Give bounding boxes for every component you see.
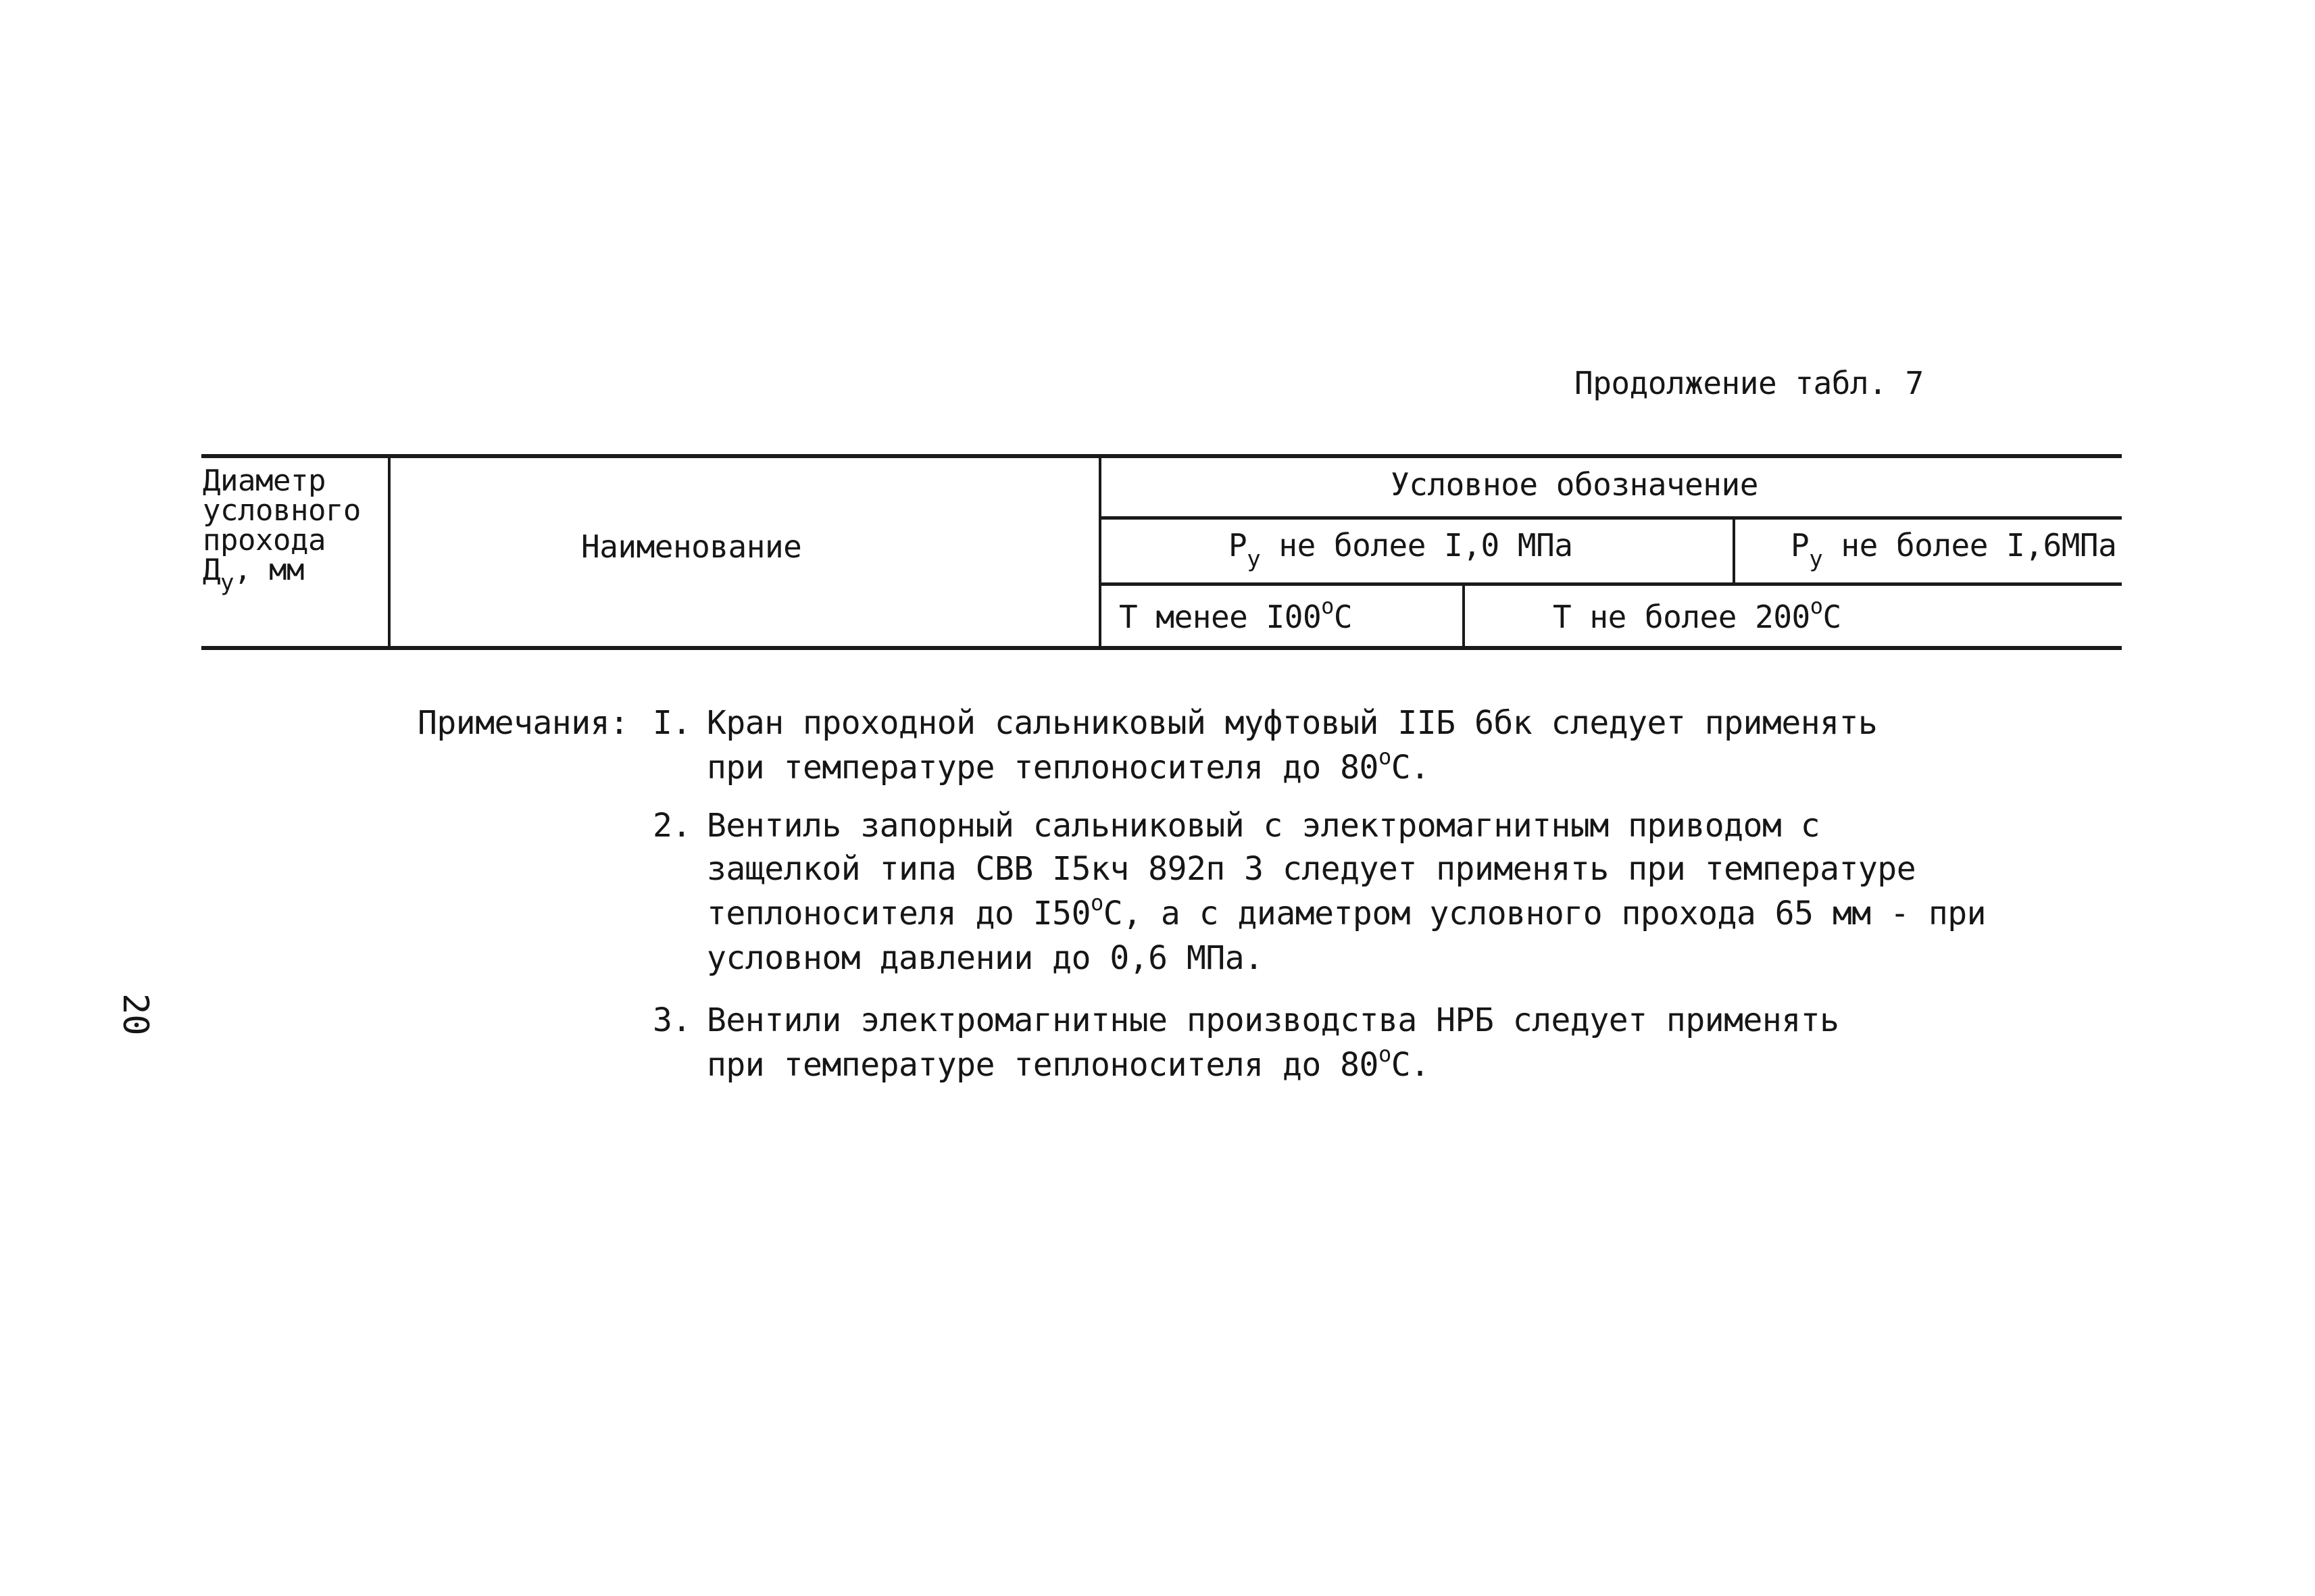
pressure-divider [1733,518,1735,584]
pressure-header-2 [1791,527,2117,573]
note-1-line-2 [707,744,1430,787]
note-3-deg: о [1378,1041,1391,1068]
temp-1-unit: С [1333,599,1353,635]
page-number: 20 [115,993,155,1036]
note-3-number: 3. [653,1001,691,1039]
note-2-line-3 [707,890,1987,932]
designation-header: Условное обозначение [1391,466,1758,503]
note-3-text: при температуре теплоносителя до 80 [707,1046,1378,1084]
table-bottom-rule [201,646,2122,650]
temp-2-deg: о [1810,593,1823,620]
temp-1-text: Т менее I00 [1119,599,1322,635]
temp-2-unit: С [1822,599,1841,635]
note-1-deg: о [1378,744,1391,770]
diameter-divider [388,457,391,647]
name-header: Наименование [581,528,802,565]
pressure-2-sub: у [1809,545,1823,573]
temperature-header-1 [1119,593,1353,635]
note-1-text: при температуре теплоносителя до 80 [707,749,1378,787]
note-2-number: 2. [653,807,691,845]
note-2-deg: о [1090,890,1103,916]
table-caption: Продолжение табл. 7 [1574,365,1924,401]
note-3-line-2 [707,1041,1430,1084]
notes-label: Примечания: [418,704,629,742]
pressure-1-sub: у [1247,545,1261,573]
pressure-1-symbol: P [1228,527,1247,564]
name-divider [1099,457,1101,647]
note-2-line-2: защелкой типа СВВ I5кч 892п 3 следует применять при температуре [707,850,1916,888]
diameter-line-4 [203,553,361,597]
diameter-line-1: Диаметр [203,464,326,498]
pressure-rule [1100,582,2122,586]
note-2-text: теплоносителя до I50 [707,895,1091,932]
diameter-sub: у [220,569,234,597]
temp-2-text: Т не более 200 [1553,599,1810,635]
diameter-symbol: Д [203,553,220,587]
spec-table [201,454,2122,650]
note-1-line-1: Кран проходной сальниковый муфтовый IIБ 6бк следует применять [707,704,1878,742]
diameter-line-2: условного [203,493,361,528]
note-2-line-1: Вентиль запорный сальниковый с электромагнитным приводом с [707,807,1820,845]
diameter-unit: , мм [233,553,304,587]
note-1-unit: С. [1391,749,1430,787]
note-3-line-1: Вентили электромагнитные производства НРБ следует применять [707,1001,1839,1039]
temperature-divider [1462,584,1465,647]
temp-1-deg: о [1321,593,1334,620]
temperature-header-2 [1553,593,1841,635]
pressure-2-text: не более I,6МПа [1822,527,2117,564]
note-2-line-4: условном давлении до 0,6 МПа. [707,939,1264,977]
pressure-header-1 [1228,527,1573,573]
table-top-rule [201,454,2122,458]
diameter-line-3: прохода [203,523,326,557]
note-2-rest: С, а с диаметром условного прохода 65 мм - при [1103,895,1987,932]
note-1-number: I. [653,704,691,742]
diameter-header [203,464,361,597]
designation-rule [1100,516,2122,520]
pressure-1-text: не более I,0 МПа [1260,527,1573,564]
pressure-2-symbol: P [1791,527,1810,564]
note-3-unit: С. [1391,1046,1430,1084]
